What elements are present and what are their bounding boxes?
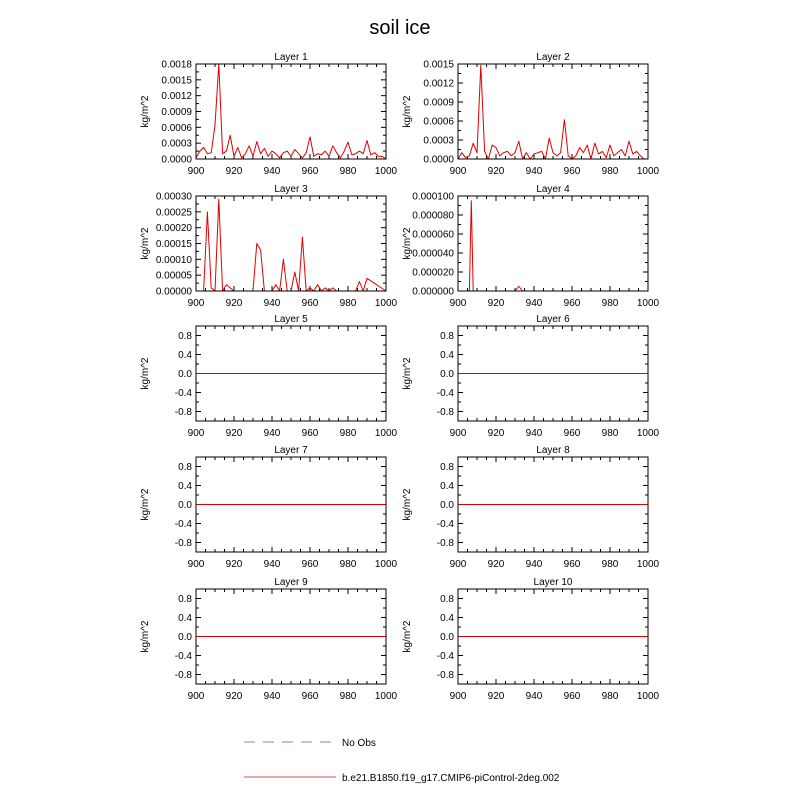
layer-1-xtick-label: 960 <box>301 166 319 177</box>
layer-4-xtick-label: 1000 <box>636 298 660 309</box>
layer-9-title: Layer 9 <box>274 577 308 588</box>
layer-6-xtick-label: 900 <box>449 428 467 439</box>
layer-6-xtick-label: 920 <box>487 428 505 439</box>
layer-5-title: Layer 5 <box>274 314 308 325</box>
layer-1-ytick-label: 0.0003 <box>161 138 192 150</box>
layer-1-xtick-label: 980 <box>339 166 357 177</box>
layer-7-ylabel: kg/m^2 <box>140 488 151 521</box>
layer-3-panel <box>140 184 398 309</box>
layer-5-ytick-label: 0.0 <box>178 369 192 380</box>
layer-7-title: Layer 7 <box>274 445 308 456</box>
layer-4-frame <box>458 196 648 291</box>
layer-8-xtick-label: 940 <box>525 559 543 570</box>
layer-4-ylabel: kg/m^2 <box>402 227 413 260</box>
layer-1-ytick-label: 0.0018 <box>161 59 192 71</box>
layer-10-ylabel: kg/m^2 <box>402 620 413 653</box>
layer-4-xtick-label: 960 <box>563 298 581 309</box>
layer-1-ytick-label: 0.0009 <box>161 107 192 118</box>
layer-6-xtick-label: 1000 <box>636 428 660 439</box>
layer-10-title: Layer 10 <box>533 577 573 588</box>
layer-3-xtick-label: 1000 <box>374 298 398 309</box>
layer-8-ylabel: kg/m^2 <box>402 488 413 521</box>
layer-5-panel <box>140 314 398 439</box>
layer-4-title: Layer 4 <box>536 184 570 195</box>
layer-1-ytick-label: 0.0006 <box>161 122 192 134</box>
layer-8-xtick-label: 900 <box>449 559 467 570</box>
layer-5-ytick-label: -0.8 <box>174 407 192 418</box>
layer-10-ytick-label: -0.4 <box>436 651 454 662</box>
layer-7-panel <box>140 445 398 570</box>
layer-1-series-line <box>196 64 386 159</box>
layer-6-xtick-label: 940 <box>525 428 543 439</box>
layer-1-frame <box>196 64 386 159</box>
layer-6-panel <box>402 314 660 439</box>
layer-7-xtick-label: 980 <box>339 559 357 570</box>
layer-2-xtick-label: 960 <box>563 166 581 177</box>
layer-3-ylabel: kg/m^2 <box>140 227 151 260</box>
layer-3-ytick-label: 0.00025 <box>155 207 192 219</box>
layer-1-xtick-label: 900 <box>187 166 205 177</box>
layer-7-ytick-label: 0.0 <box>178 500 192 511</box>
layer-3-title: Layer 3 <box>274 184 308 195</box>
layer-3-ytick-label: 0.00030 <box>155 191 192 203</box>
layer-8-ytick-label: 0.8 <box>440 462 454 473</box>
layer-3-xtick-label: 940 <box>263 298 281 309</box>
layer-2-panel <box>402 52 660 177</box>
layer-9-ytick-label: -0.8 <box>174 670 192 681</box>
layer-2-ytick-label: 0.0009 <box>423 97 454 109</box>
layer-8-ytick-label: 0.0 <box>440 500 454 511</box>
layer-6-ytick-label: 0.0 <box>440 369 454 380</box>
layer-2-frame <box>458 64 648 159</box>
layer-2-xtick-label: 1000 <box>636 166 660 177</box>
layer-9-panel <box>140 577 398 702</box>
layer-3-xtick-label: 960 <box>301 298 319 309</box>
layer-1-ytick-label: 0.0000 <box>161 154 192 166</box>
layer-5-ytick-label: 0.4 <box>178 350 192 361</box>
layer-5-ylabel: kg/m^2 <box>140 357 151 390</box>
layer-9-ytick-label: -0.4 <box>174 651 192 662</box>
layer-7-ytick-label: -0.4 <box>174 519 192 530</box>
layer-6-xtick-label: 980 <box>601 428 619 439</box>
layer-1-ytick-label: 0.0015 <box>161 75 192 87</box>
legend-model-label: b.e21.B1850.f19_g17.CMIP6-piControl-2deg.002 <box>342 773 560 784</box>
layer-7-ytick-label: -0.8 <box>174 538 192 549</box>
layer-3-xtick-label: 920 <box>225 298 243 309</box>
layer-2-xtick-label: 980 <box>601 166 619 177</box>
layer-10-xtick-label: 940 <box>525 691 543 702</box>
layer-2-ytick-label: 0.0012 <box>423 78 454 90</box>
layer-10-xtick-label: 980 <box>601 691 619 702</box>
layer-9-ytick-label: 0.4 <box>178 613 192 624</box>
layer-4-ytick-label: 0.000040 <box>412 248 454 260</box>
layer-6-xtick-label: 960 <box>563 428 581 439</box>
layer-5-xtick-label: 900 <box>187 428 205 439</box>
layer-9-xtick-label: 920 <box>225 691 243 702</box>
layer-2-xtick-label: 940 <box>525 166 543 177</box>
layer-10-xtick-label: 960 <box>563 691 581 702</box>
layer-10-xtick-label: 900 <box>449 691 467 702</box>
panels-grid <box>140 52 660 702</box>
layer-4-ytick-label: 0.000000 <box>412 286 454 298</box>
layer-4-xtick-label: 900 <box>449 298 467 309</box>
layer-10-xtick-label: 920 <box>487 691 505 702</box>
layer-7-xtick-label: 920 <box>225 559 243 570</box>
layer-6-ylabel: kg/m^2 <box>402 357 413 390</box>
layer-2-title: Layer 2 <box>536 52 570 63</box>
layer-1-xtick-label: 1000 <box>374 166 398 177</box>
layer-5-xtick-label: 940 <box>263 428 281 439</box>
layer-1-ylabel: kg/m^2 <box>140 95 151 128</box>
layer-2-ytick-label: 0.0006 <box>423 116 454 128</box>
layer-8-ytick-label: 0.4 <box>440 481 454 492</box>
layer-6-ytick-label: 0.8 <box>440 331 454 342</box>
layer-5-ytick-label: 0.8 <box>178 331 192 342</box>
layer-5-ytick-label: -0.4 <box>174 388 192 399</box>
layer-3-series-line <box>196 199 386 291</box>
layer-1-title: Layer 1 <box>274 52 308 63</box>
layer-6-ytick-label: -0.8 <box>436 407 454 418</box>
layer-7-ytick-label: 0.8 <box>178 462 192 473</box>
layer-9-ylabel: kg/m^2 <box>140 620 151 653</box>
layer-8-xtick-label: 920 <box>487 559 505 570</box>
layer-8-ytick-label: -0.8 <box>436 538 454 549</box>
layer-7-xtick-label: 900 <box>187 559 205 570</box>
layer-8-title: Layer 8 <box>536 445 570 456</box>
layer-3-ytick-label: 0.00010 <box>155 254 192 266</box>
layer-2-ytick-label: 0.0015 <box>423 59 454 71</box>
layer-3-ytick-label: 0.00005 <box>155 270 192 282</box>
layer-5-xtick-label: 960 <box>301 428 319 439</box>
layer-2-ytick-label: 0.0000 <box>423 154 454 166</box>
layer-1-xtick-label: 920 <box>225 166 243 177</box>
layer-9-xtick-label: 980 <box>339 691 357 702</box>
legend-no-obs-label: No Obs <box>342 738 376 749</box>
layer-5-xtick-label: 980 <box>339 428 357 439</box>
layer-5-xtick-label: 920 <box>225 428 243 439</box>
layer-7-ytick-label: 0.4 <box>178 481 192 492</box>
layer-4-ytick-label: 0.000080 <box>412 210 454 222</box>
layer-4-ytick-label: 0.000100 <box>412 191 454 203</box>
layer-6-ytick-label: -0.4 <box>436 388 454 399</box>
layer-2-ytick-label: 0.0003 <box>423 135 454 147</box>
layer-2-series-line <box>458 65 648 159</box>
layer-1-xtick-label: 940 <box>263 166 281 177</box>
layer-3-frame <box>196 196 386 291</box>
layer-4-series-line <box>458 201 648 291</box>
layer-9-xtick-label: 900 <box>187 691 205 702</box>
layer-4-xtick-label: 940 <box>525 298 543 309</box>
layer-4-xtick-label: 920 <box>487 298 505 309</box>
layer-10-panel <box>402 577 660 702</box>
layer-1-panel <box>140 52 398 177</box>
layer-4-ytick-label: 0.000020 <box>412 267 454 279</box>
layer-3-ytick-label: 0.00000 <box>155 286 192 298</box>
layer-6-title: Layer 6 <box>536 314 570 325</box>
figure-title: soil ice <box>369 17 431 39</box>
layer-1-ytick-label: 0.0012 <box>161 91 192 103</box>
layer-5-xtick-label: 1000 <box>374 428 398 439</box>
layer-3-xtick-label: 900 <box>187 298 205 309</box>
layer-8-panel <box>402 445 660 570</box>
layer-8-xtick-label: 1000 <box>636 559 660 570</box>
layer-3-ytick-label: 0.00020 <box>155 223 192 235</box>
layer-8-ytick-label: -0.4 <box>436 519 454 530</box>
layer-9-xtick-label: 940 <box>263 691 281 702</box>
layer-10-xtick-label: 1000 <box>636 691 660 702</box>
layer-2-xtick-label: 900 <box>449 166 467 177</box>
layer-9-xtick-label: 1000 <box>374 691 398 702</box>
layer-10-ytick-label: 0.8 <box>440 594 454 605</box>
layer-10-ytick-label: 0.0 <box>440 632 454 643</box>
layer-2-ylabel: kg/m^2 <box>402 95 413 128</box>
layer-8-xtick-label: 980 <box>601 559 619 570</box>
layer-9-ytick-label: 0.8 <box>178 594 192 605</box>
layer-7-xtick-label: 1000 <box>374 559 398 570</box>
layer-4-ytick-label: 0.000060 <box>412 229 454 241</box>
layer-9-xtick-label: 960 <box>301 691 319 702</box>
layer-9-ytick-label: 0.0 <box>178 632 192 643</box>
layer-6-ytick-label: 0.4 <box>440 350 454 361</box>
layer-4-panel <box>402 184 660 309</box>
layer-4-xtick-label: 980 <box>601 298 619 309</box>
layer-7-xtick-label: 960 <box>301 559 319 570</box>
legend <box>244 738 560 784</box>
layer-10-ytick-label: 0.4 <box>440 613 454 624</box>
layer-10-ytick-label: -0.8 <box>436 670 454 681</box>
layer-3-xtick-label: 980 <box>339 298 357 309</box>
layer-2-xtick-label: 920 <box>487 166 505 177</box>
layer-8-xtick-label: 960 <box>563 559 581 570</box>
layer-3-ytick-label: 0.00015 <box>155 239 192 250</box>
layer-7-xtick-label: 940 <box>263 559 281 570</box>
